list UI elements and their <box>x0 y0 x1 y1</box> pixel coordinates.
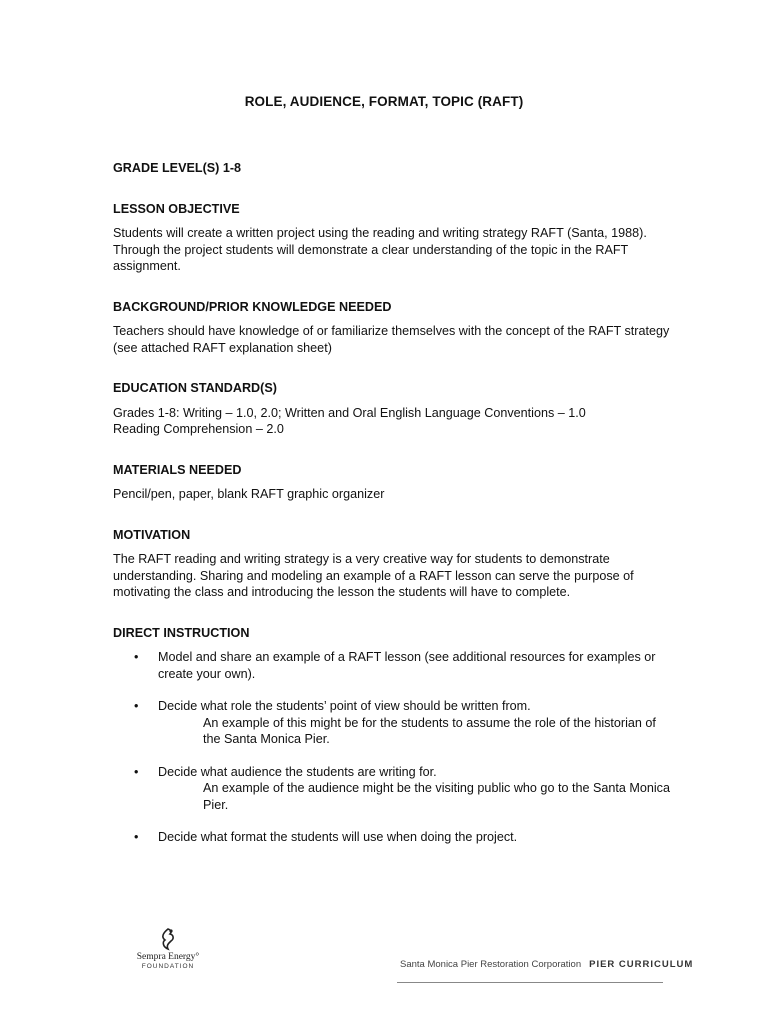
grade-level-heading: GRADE LEVEL(S) 1-8 <box>113 161 242 175</box>
standards-line-1: Grades 1-8: Writing – 1.0, 2.0; Written and Oral English Language Conventions – 1.0 <box>113 405 586 420</box>
instruction-list <box>113 649 673 846</box>
grade-level-section <box>113 160 673 177</box>
list-item-text: Decide what audience the students are writing for. <box>158 764 437 779</box>
bullet-icon: • <box>134 650 139 664</box>
lesson-objective-heading: LESSON OBJECTIVE <box>113 201 240 216</box>
standards-line-2: Reading Comprehension – 2.0 <box>113 422 284 436</box>
lesson-objective-text: Students will create a written project using the reading and writing strategy RAFT (Santa, 1988). Through the project students will demonstrate a clear understanding of the topic in the RAFT assignment. <box>113 226 647 273</box>
materials-section <box>113 462 673 503</box>
logo-subtitle: FOUNDATION <box>141 963 195 970</box>
list-item-text: Model and share an example of a RAFT lesson (see additional resources for examples or create your own). <box>158 650 656 681</box>
standards-section <box>113 380 673 438</box>
direct-instruction-section <box>113 625 673 846</box>
footer-org: Santa Monica Pier Restoration Corporation <box>400 959 582 970</box>
page-footer <box>0 925 768 985</box>
sempra-flame-icon <box>157 927 179 951</box>
bullet-icon: • <box>134 830 139 844</box>
list-item-example: An example of the audience might be the visiting public who go to the Santa Monica Pier. <box>203 781 670 812</box>
bullet-icon: • <box>134 764 139 779</box>
list-item <box>113 698 673 748</box>
footer-credit <box>400 959 693 970</box>
list-item <box>113 764 673 814</box>
sempra-logo <box>133 927 203 970</box>
lesson-content <box>113 160 673 870</box>
motivation-section <box>113 527 673 601</box>
background-heading: BACKGROUND/PRIOR KNOWLEDGE NEEDED <box>113 299 392 314</box>
list-item-text: Decide what role the students’ point of view should be written from. <box>158 699 531 713</box>
page-title: ROLE, AUDIENCE, FORMAT, TOPIC (RAFT) <box>244 94 524 109</box>
list-item-example: An example of this might be for the students to assume the role of the historian of the Santa Monica Pier. <box>203 715 656 746</box>
footer-divider <box>397 982 663 983</box>
logo-name: Sempra Energy° <box>136 952 200 962</box>
list-item-text: Decide what format the students will use when doing the project. <box>158 830 518 844</box>
materials-heading: MATERIALS NEEDED <box>113 462 242 477</box>
motivation-heading: MOTIVATION <box>113 527 191 542</box>
lesson-objective-section <box>113 201 673 275</box>
footer-curriculum: PIER CURRICULUM <box>589 959 694 970</box>
motivation-text: The RAFT reading and writing strategy is a very creative way for students to demonstrate understanding. Sharing and modeling an example of a RAFT lesson can serve the purpose of motivating the class and introducing the lesson the students will have to complete. <box>113 552 634 599</box>
background-text: Teachers should have knowledge of or familiarize themselves with the concept of the RAFT strategy (see attached RAFT explanation sheet) <box>113 324 670 355</box>
bullet-icon: • <box>134 699 139 713</box>
list-item <box>113 829 673 846</box>
background-section <box>113 299 673 357</box>
direct-instruction-heading: DIRECT INSTRUCTION <box>113 625 250 640</box>
list-item <box>113 649 673 682</box>
standards-heading: EDUCATION STANDARD(S) <box>113 381 277 395</box>
materials-text: Pencil/pen, paper, blank RAFT graphic organizer <box>113 487 385 501</box>
